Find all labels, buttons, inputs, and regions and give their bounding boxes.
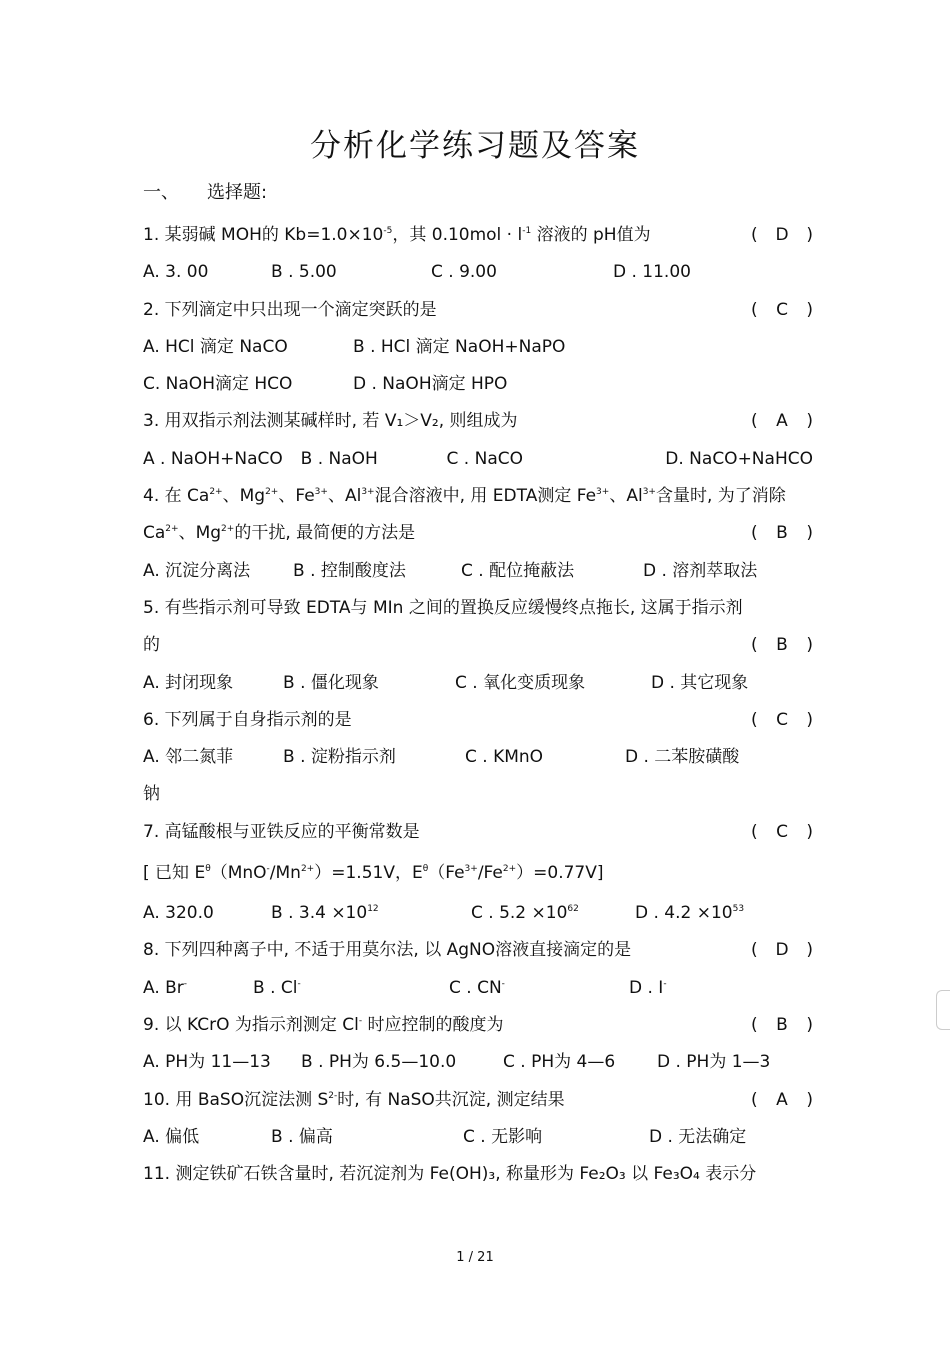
answer-bracket: ( C )	[751, 817, 813, 847]
question-5-options	[143, 668, 813, 705]
section-heading	[143, 178, 267, 204]
question-10-stem: 10. 用 BaSO沉淀法测 $S^{2-}$时, 有 NaSO共沉淀, 测定结果 ( A )	[143, 1085, 813, 1122]
question-7-options	[143, 898, 813, 935]
section-label: 选择题:	[207, 182, 268, 203]
option-c: C . $5.2 \times 10^{62}$	[471, 903, 579, 924]
option-d: D . 11.00	[613, 262, 691, 283]
page-number: 1 / 21	[456, 1250, 494, 1265]
question-6-stem: 6. 下列属于自身指示剂的是 ( C )	[143, 705, 813, 742]
option-c: C . 配位掩蔽法	[461, 560, 575, 581]
option-d: D . NaOH滴定 HPO	[353, 374, 508, 395]
option-b: B . 僵化现象	[283, 672, 379, 693]
answer-letter: A	[776, 411, 788, 432]
option-b: B . HCl 滴定 NaOH+NaPO	[353, 336, 566, 357]
question-7-stem: 7. 高锰酸根与亚铁反应的平衡常数是 ( C )	[143, 817, 813, 854]
option-c: C . NaCO	[446, 448, 523, 469]
option-d: D . PH为 1—3	[657, 1052, 771, 1073]
option-b: B . $3.4 \times 10^{12}$	[271, 903, 379, 924]
section-number: 一、	[143, 182, 179, 203]
option-c: C . 氧化变质现象	[455, 672, 586, 693]
question-2-options-cd	[143, 369, 813, 406]
option-a: A . NaOH+NaCO	[143, 448, 283, 469]
question-9-options	[143, 1047, 813, 1084]
question-7-given: [ 已知 $E^\theta(MnO^-/Mn^{2+})=1.51V$，$E^\theta(Fe^{3+}/Fe^{2+})=0.77V$]	[143, 863, 604, 884]
answer-bracket: ( D )	[751, 935, 813, 965]
option-d: D . 其它现象	[651, 672, 749, 693]
question-4-stem: 4. 在 $Ca^{2+}$、$Mg^{2+}$、$Fe^{3+}$、$Al^{3+}$混合溶液中, 用 EDTA测定 $Fe^{3+}$、$Al^{3+}$含量时, 为了消除	[143, 486, 786, 507]
question-8-stem: 8. 下列四种离子中, 不适于用莫尔法, 以 AgNO溶液直接滴定的是 ( D )	[143, 935, 813, 972]
option-b: B . NaOH	[300, 448, 378, 469]
question-6-options	[143, 742, 813, 779]
option-c: C . 无影响	[463, 1126, 543, 1147]
question-3-options	[143, 444, 813, 481]
option-d: D . I-	[629, 977, 667, 998]
option-a: A. 邻二氮菲	[143, 747, 234, 768]
page-title: 分析化学练习题及答案	[310, 128, 640, 164]
question-8-options	[143, 973, 813, 1010]
option-a: A. Br-	[143, 977, 188, 998]
option-d: D . $4.2 \times 10^{53}$	[635, 903, 745, 924]
option-c: C . PH为 4—6	[503, 1052, 616, 1073]
answer-bracket: ( B )	[751, 518, 813, 548]
question-6-option-wrap: 钠	[143, 784, 160, 805]
option-d: D. NaCO+NaHCO	[665, 448, 813, 469]
answer-letter: B	[776, 523, 788, 544]
option-b: B . 控制酸度法	[293, 560, 406, 581]
question-3-stem: 3. 用双指示剂法测某碱样时, 若 V₁＞V₂, 则组成为 ( A )	[143, 406, 813, 443]
question-9-stem: 9. 以 KCrO 为指示剂测定 Cl- 时应控制的酸度为 ( B )	[143, 1010, 813, 1047]
option-a: A. PH为 11—13	[143, 1052, 271, 1073]
answer-letter: B	[776, 635, 788, 656]
answer-bracket: ( D )	[751, 220, 813, 250]
question-4-options	[143, 556, 813, 593]
answer-bracket: ( B )	[751, 630, 813, 660]
option-b: B . 5.00	[271, 262, 337, 283]
question-10-options	[143, 1122, 813, 1159]
answer-letter: C	[776, 709, 788, 730]
question-4-stem-line2: $Ca^{2+}$、$Mg^{2+}$的干扰, 最简便的方法是 ( B )	[143, 518, 813, 555]
option-a: A. 320.0	[143, 903, 214, 924]
answer-bracket: ( C )	[751, 705, 813, 735]
answer-letter: B	[776, 1014, 788, 1035]
question-5-stem: 5. 有些指示剂可导致 EDTA与 MIn 之间的置换反应缓慢终点拖长, 这属于指示剂	[143, 597, 743, 618]
answer-letter: A	[776, 1089, 788, 1110]
answer-letter: D	[775, 940, 789, 961]
question-11-stem: 11. 测定铁矿石铁含量时, 若沉淀剂为 Fe(OH)₃, 称量形为 Fe₂O₃ 以 Fe₃O₄ 表示分	[143, 1164, 757, 1185]
option-a: A. 偏低	[143, 1126, 200, 1147]
answer-letter: C	[776, 299, 788, 320]
option-d: D . 无法确定	[649, 1126, 747, 1147]
question-5-stem-line2: 的 ( B )	[143, 630, 813, 667]
answer-bracket: ( C )	[751, 295, 813, 325]
question-1-options	[143, 257, 813, 294]
option-a: A. 封闭现象	[143, 672, 234, 693]
option-a: A. HCl 滴定 NaCO	[143, 336, 288, 357]
question-list	[143, 220, 813, 1196]
option-a: A. 3. 00	[143, 262, 209, 283]
option-d: D . 溶剂萃取法	[643, 560, 758, 581]
option-a: A. 沉淀分离法	[143, 560, 251, 581]
option-c: C . CN-	[449, 977, 505, 998]
answer-bracket: ( B )	[751, 1010, 813, 1040]
option-d: D . 二苯胺磺酸	[625, 747, 740, 768]
option-c: C . KMnO	[465, 747, 544, 768]
option-b: B . 偏高	[271, 1126, 333, 1147]
answer-letter: C	[776, 821, 788, 842]
option-b: B . Cl-	[253, 977, 301, 998]
answer-letter: D	[775, 225, 789, 245]
answer-bracket: ( A )	[751, 1085, 813, 1115]
answer-bracket: ( A )	[751, 406, 813, 436]
option-c: C. NaOH滴定 HCO	[143, 374, 293, 395]
question-2-stem: 2. 下列滴定中只出现一个滴定突跃的是 ( C )	[143, 295, 813, 332]
option-b: B . PH为 6.5—10.0	[301, 1052, 457, 1073]
question-2-options-ab	[143, 332, 813, 369]
scroll-edge-tab[interactable]	[936, 990, 950, 1030]
option-b: B . 淀粉指示剂	[283, 747, 396, 768]
question-1-stem: 1. 某弱碱 MOH的 $Kb=1.0\times 10^{-5}$，其 $0.10mol \cdot l^{-1}$ 溶液的 pH值为 ( D )	[143, 220, 813, 257]
option-c: C . 9.00	[431, 262, 497, 283]
